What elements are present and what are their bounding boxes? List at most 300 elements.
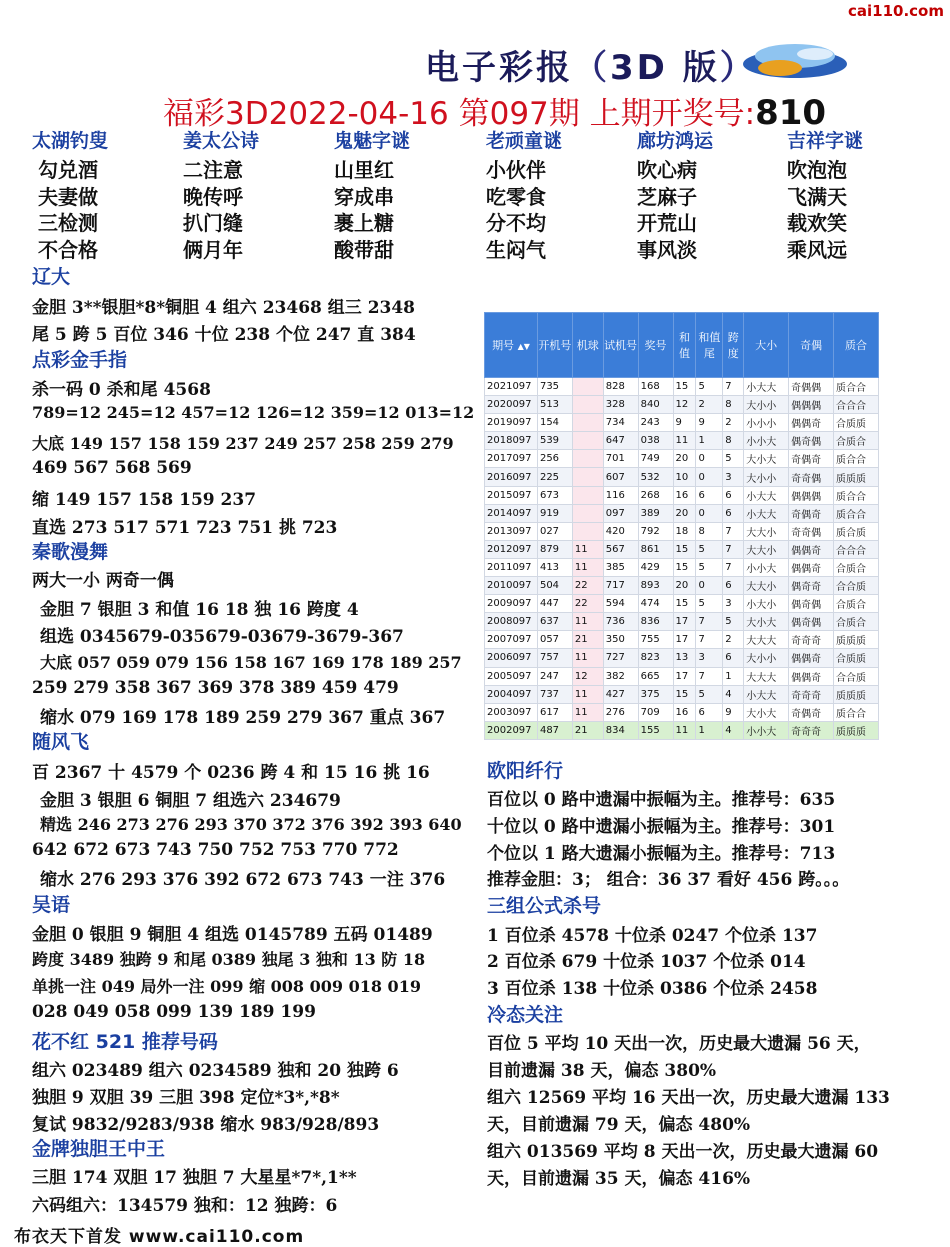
section-line: 精选 246 273 276 293 370 372 376 392 393 640 [40, 815, 462, 834]
table-cell: 2017097 [485, 450, 538, 468]
table-cell: 3 [723, 468, 744, 486]
table-cell: 11 [572, 613, 603, 631]
column-header-label: 期号 [492, 339, 515, 352]
section-line: 组六 12569 平均 16 天出一次，历史最大遗漏 133 [487, 1088, 890, 1108]
table-cell: 755 [638, 631, 673, 649]
table-cell: 2009097 [485, 595, 538, 613]
table-cell: 6 [696, 703, 723, 721]
section-title: 三组公式杀号 [487, 895, 602, 917]
table-row [485, 595, 879, 613]
table-cell: 2 [723, 414, 744, 432]
riddle-column [637, 126, 777, 260]
riddle-column [183, 126, 323, 260]
table-cell: 17 [673, 613, 696, 631]
table-cell: 小大大 [744, 504, 789, 522]
section-title: 秦歌漫舞 [32, 541, 109, 563]
table-cell: 2015097 [485, 486, 538, 504]
section-title: 金牌独胆王中王 [32, 1138, 166, 1160]
table-cell: 15 [673, 685, 696, 703]
table-cell: 3 [696, 649, 723, 667]
section-line: 缩 149 157 158 159 237 [32, 490, 257, 510]
table-row [485, 613, 879, 631]
section-line: 组六 013569 平均 8 天出一次，历史最大遗漏 60 [487, 1142, 879, 1162]
riddle-author: 姜太公诗 [183, 130, 260, 152]
table-cell: 小大大 [744, 685, 789, 703]
table-cell: 15 [673, 558, 696, 576]
site-watermark: cai110.com [848, 2, 944, 20]
section-line: 469 567 568 569 [32, 458, 192, 478]
table-cell: 828 [603, 378, 638, 396]
table-header-row [485, 313, 879, 378]
table-cell: 大小小 [744, 468, 789, 486]
riddle-line: 生闷气 [486, 237, 546, 262]
table-cell: 4 [723, 721, 744, 739]
table-cell: 0 [696, 450, 723, 468]
table-row [485, 703, 879, 721]
table-cell: 质合合 [834, 703, 879, 721]
table-cell: 小小小 [744, 414, 789, 432]
section-title: 欧阳纤行 [487, 760, 564, 782]
table-cell: 735 [537, 378, 572, 396]
table-cell: 21 [572, 631, 603, 649]
table-cell: 097 [603, 504, 638, 522]
section-line: 789=12 245=12 457=12 126=12 359=12 013=12 [32, 403, 475, 422]
table-cell: 0 [696, 504, 723, 522]
table-cell: 合合质 [834, 577, 879, 595]
table-cell: 709 [638, 703, 673, 721]
table-cell: 893 [638, 577, 673, 595]
table-cell: 7 [696, 613, 723, 631]
table-row [485, 414, 879, 432]
table-cell [572, 432, 603, 450]
table-cell: 328 [603, 396, 638, 414]
table-cell: 质合合 [834, 450, 879, 468]
column-header: 奖号 [638, 313, 673, 378]
section-line: 金胆 3**银胆*8*铜胆 4 组六 23468 组三 2348 [32, 298, 416, 318]
table-cell: 合质合 [834, 558, 879, 576]
table-cell: 2018097 [485, 432, 538, 450]
table-cell: 861 [638, 540, 673, 558]
riddle-column [32, 126, 172, 260]
section-line: 十位以 0 路中遗漏小振幅为主。推荐号：301 [487, 817, 836, 837]
table-cell: 11 [572, 558, 603, 576]
table-cell: 243 [638, 414, 673, 432]
section-line: 百 2367 十 4579 个 0236 跨 4 和 15 16 挑 16 [32, 763, 430, 783]
table-cell [572, 450, 603, 468]
table-cell: 2 [696, 396, 723, 414]
table-cell: 9 [696, 414, 723, 432]
table-cell: 6 [723, 504, 744, 522]
table-cell: 1 [723, 667, 744, 685]
table-cell: 9 [673, 414, 696, 432]
table-cell: 823 [638, 649, 673, 667]
table-cell: 7 [696, 631, 723, 649]
table-cell: 小小大 [744, 558, 789, 576]
riddle-line: 小伙伴 [486, 158, 546, 182]
table-cell: 5 [723, 613, 744, 631]
column-header: 大小 [744, 313, 789, 378]
table-cell: 8 [723, 432, 744, 450]
table-cell: 11 [572, 649, 603, 667]
riddle-line: 晚传呼 [183, 184, 243, 209]
riddle-line: 事风淡 [637, 237, 697, 262]
riddle-line: 开荒山 [637, 211, 697, 235]
table-cell: 大小小 [744, 396, 789, 414]
headline-text: 福彩3D2022-04-16 第097期 上期开奖号: [163, 96, 756, 132]
table-cell: 奇偶奇 [789, 504, 834, 522]
table-cell: 737 [537, 685, 572, 703]
riddle-line: 吹泡泡 [787, 158, 847, 182]
table-cell: 质质质 [834, 468, 879, 486]
section-line: 缩水 276 293 376 392 672 673 743 一注 376 [40, 870, 446, 890]
riddle-author: 吉祥字谜 [787, 130, 864, 152]
section-line: 推荐金胆：3； 组合：36 37 看好 456 跨。。。 [487, 870, 850, 890]
table-cell: 027 [537, 522, 572, 540]
table-cell: 质质质 [834, 631, 879, 649]
table-cell: 2004097 [485, 685, 538, 703]
section-line: 028 049 058 099 139 189 199 [32, 1002, 316, 1022]
section-title: 花不红 521 推荐号码 [32, 1031, 218, 1053]
table-cell: 10 [673, 468, 696, 486]
section-line: 2 百位杀 679 十位杀 1037 个位杀 014 [487, 952, 806, 972]
riddle-column [334, 126, 474, 260]
section-line: 两大一小 两奇一偶 [32, 571, 174, 591]
table-cell: 15 [673, 540, 696, 558]
riddle-author: 鬼魅字谜 [334, 130, 411, 152]
table-cell: 合质合 [834, 595, 879, 613]
column-header: 机球 [572, 313, 603, 378]
section-line: 天，目前遗漏 35 天，偏态 416% [487, 1169, 751, 1189]
table-cell [572, 486, 603, 504]
table-row [485, 486, 879, 504]
table-cell: 474 [638, 595, 673, 613]
table-cell: 749 [638, 450, 673, 468]
table-cell: 大大小 [744, 540, 789, 558]
table-cell: 大小大 [744, 613, 789, 631]
title-edition: 3D 版 [610, 48, 720, 88]
table-cell: 168 [638, 378, 673, 396]
table-cell: 7 [723, 522, 744, 540]
newspaper-title [425, 40, 757, 89]
table-cell: 2008097 [485, 613, 538, 631]
section-line: 六码组六：134579 独和：12 独跨：6 [32, 1196, 338, 1216]
table-cell: 大小小 [744, 649, 789, 667]
table-cell: 11 [572, 703, 603, 721]
table-cell: 6 [723, 649, 744, 667]
table-cell: 2019097 [485, 414, 538, 432]
table-cell: 2014097 [485, 504, 538, 522]
table-row [485, 540, 879, 558]
sort-icon: ▲▼ [517, 342, 530, 351]
table-cell: 20 [673, 504, 696, 522]
table-cell: 734 [603, 414, 638, 432]
section-line: 缩水 079 169 178 189 259 279 367 重点 367 [40, 708, 446, 728]
table-cell: 7 [723, 540, 744, 558]
table-cell: 840 [638, 396, 673, 414]
table-cell: 6 [723, 577, 744, 595]
table-cell: 奇偶偶 [789, 378, 834, 396]
table-cell: 20 [673, 577, 696, 595]
riddle-author: 廊坊鸿运 [637, 130, 714, 152]
table-cell: 385 [603, 558, 638, 576]
riddle-column [486, 126, 626, 260]
table-cell: 奇奇奇 [789, 721, 834, 739]
table-cell: 偶偶奇 [789, 414, 834, 432]
table-cell: 奇奇奇 [789, 631, 834, 649]
table-cell [572, 414, 603, 432]
table-row [485, 631, 879, 649]
table-cell: 2 [723, 631, 744, 649]
table-cell: 617 [537, 703, 572, 721]
table-cell: 1 [696, 721, 723, 739]
section-line: 跨度 3489 独跨 9 和尾 0389 独尾 3 独和 13 防 18 [32, 950, 426, 969]
table-cell: 偶奇奇 [789, 577, 834, 595]
history-table [484, 312, 879, 740]
table-cell: 8 [696, 522, 723, 540]
table-cell: 2012097 [485, 540, 538, 558]
table-cell: 2006097 [485, 649, 538, 667]
section-title: 随风飞 [32, 731, 90, 753]
table-cell: 038 [638, 432, 673, 450]
table-cell: 5 [696, 685, 723, 703]
table-cell: 420 [603, 522, 638, 540]
riddle-line: 裹上糖 [334, 211, 394, 235]
table-cell: 奇奇偶 [789, 468, 834, 486]
column-header: 和值尾 [696, 313, 723, 378]
riddle-line: 山里红 [334, 158, 394, 182]
table-cell: 17 [673, 667, 696, 685]
table-cell: 532 [638, 468, 673, 486]
table-cell [572, 468, 603, 486]
table-cell: 2013097 [485, 522, 538, 540]
table-row [485, 432, 879, 450]
riddle-column [787, 126, 927, 260]
section-line: 天，目前遗漏 79 天，偏态 480% [487, 1115, 751, 1135]
table-cell: 偶偶奇 [789, 540, 834, 558]
table-cell: 偶偶偶 [789, 486, 834, 504]
table-cell: 11 [673, 432, 696, 450]
table-cell: 427 [603, 685, 638, 703]
table-cell: 375 [638, 685, 673, 703]
section-line: 642 672 673 743 750 752 753 770 772 [32, 840, 399, 860]
table-cell: 21 [572, 721, 603, 739]
table-cell: 665 [638, 667, 673, 685]
table-cell: 879 [537, 540, 572, 558]
table-row [485, 558, 879, 576]
table-cell: 合质合 [834, 613, 879, 631]
table-cell: 13 [673, 649, 696, 667]
table-cell: 5 [696, 540, 723, 558]
section-line: 大底 149 157 158 159 237 249 257 258 259 279 [32, 434, 454, 453]
table-cell: 0 [696, 468, 723, 486]
riddle-line: 扒门缝 [183, 211, 243, 235]
table-cell: 小小大 [744, 432, 789, 450]
table-cell: 质合合 [834, 378, 879, 396]
riddle-line: 俩月年 [183, 237, 243, 262]
table-row [485, 378, 879, 396]
footer-credit: 布衣天下首发 www.cai110.com [14, 1227, 305, 1247]
column-header: 跨度 [723, 313, 744, 378]
table-cell: 2002097 [485, 721, 538, 739]
column-header: 奇偶 [789, 313, 834, 378]
table-cell: 奇奇偶 [789, 522, 834, 540]
table-cell: 2003097 [485, 703, 538, 721]
table-cell: 268 [638, 486, 673, 504]
table-cell: 429 [638, 558, 673, 576]
table-cell: 奇偶奇 [789, 703, 834, 721]
section-line: 单挑一注 049 局外一注 099 缩 008 009 018 019 [32, 977, 421, 996]
table-cell: 2011097 [485, 558, 538, 576]
table-cell: 22 [572, 577, 603, 595]
table-cell: 大大大 [744, 667, 789, 685]
table-cell: 701 [603, 450, 638, 468]
table-cell: 2016097 [485, 468, 538, 486]
table-cell: 偶奇偶 [789, 613, 834, 631]
table-cell: 247 [537, 667, 572, 685]
table-cell: 大大大 [744, 631, 789, 649]
section-line: 个位以 1 路大遗漏小振幅为主。推荐号：713 [487, 844, 836, 864]
table-cell: 16 [673, 703, 696, 721]
title-paren-close: ） [719, 48, 757, 88]
table-row [485, 504, 879, 522]
table-cell: 合质合 [834, 432, 879, 450]
table-cell: 偶奇偶 [789, 432, 834, 450]
table-cell: 18 [673, 522, 696, 540]
section-line: 金胆 3 银胆 6 铜胆 7 组选六 234679 [40, 791, 341, 811]
table-cell: 673 [537, 486, 572, 504]
table-cell: 小大大 [744, 486, 789, 504]
table-cell: 11 [572, 685, 603, 703]
section-line: 金胆 7 银胆 3 和值 16 18 独 16 跨度 4 [40, 600, 359, 620]
table-row [485, 667, 879, 685]
column-header: 试机号 [603, 313, 638, 378]
table-cell: 5 [696, 378, 723, 396]
section-line: 三胆 174 双胆 17 独胆 7 大星星*7*,1** [32, 1168, 357, 1188]
table-cell: 539 [537, 432, 572, 450]
table-cell: 382 [603, 667, 638, 685]
table-cell: 大大小 [744, 577, 789, 595]
table-row [485, 522, 879, 540]
table-row [485, 685, 879, 703]
riddle-line: 载欢笑 [787, 211, 847, 235]
table-cell: 2010097 [485, 577, 538, 595]
section-line: 杀一码 0 杀和尾 4568 [32, 380, 211, 400]
table-cell: 567 [603, 540, 638, 558]
section-title: 冷态关注 [487, 1004, 564, 1026]
table-cell: 质合合 [834, 486, 879, 504]
table-cell: 919 [537, 504, 572, 522]
table-cell: 偶偶奇 [789, 667, 834, 685]
table-cell: 11 [673, 721, 696, 739]
table-cell: 2005097 [485, 667, 538, 685]
table-cell: 717 [603, 577, 638, 595]
riddle-author: 太湖钓叟 [32, 130, 109, 152]
table-cell: 413 [537, 558, 572, 576]
table-cell: 504 [537, 577, 572, 595]
table-cell: 447 [537, 595, 572, 613]
last-draw-number: 810 [755, 93, 827, 133]
table-cell: 594 [603, 595, 638, 613]
table-cell: 大小大 [744, 703, 789, 721]
table-cell: 637 [537, 613, 572, 631]
riddle-author: 老顽童谜 [486, 130, 563, 152]
table-cell: 合合质 [834, 667, 879, 685]
table-cell: 合合合 [834, 396, 879, 414]
riddle-line: 勾兑酒 [38, 158, 98, 182]
table-cell: 7 [696, 667, 723, 685]
table-cell: 7 [723, 558, 744, 576]
table-cell: 2007097 [485, 631, 538, 649]
riddle-line: 不合格 [38, 237, 98, 262]
table-cell: 小小大 [744, 721, 789, 739]
riddle-line: 乘风远 [787, 237, 847, 262]
title-paren-open: （ [573, 48, 610, 88]
section-line: 1 百位杀 4578 十位杀 0247 个位杀 137 [487, 926, 818, 946]
section-line: 259 279 358 367 369 378 389 459 479 [32, 678, 399, 698]
table-row [485, 649, 879, 667]
table-cell: 736 [603, 613, 638, 631]
table-cell: 276 [603, 703, 638, 721]
table-cell: 20 [673, 450, 696, 468]
table-cell: 16 [673, 486, 696, 504]
table-row [485, 450, 879, 468]
table-cell: 9 [723, 703, 744, 721]
table-cell: 5 [696, 558, 723, 576]
section-line: 百位以 0 路中遗漏中振幅为主。推荐号：635 [487, 790, 836, 810]
table-cell: 质合合 [834, 504, 879, 522]
table-cell: 小大大 [744, 378, 789, 396]
table-cell: 大小大 [744, 450, 789, 468]
table-cell: 15 [673, 378, 696, 396]
table-cell: 487 [537, 721, 572, 739]
table-cell [572, 396, 603, 414]
table-cell: 偶偶奇 [789, 649, 834, 667]
table-cell: 607 [603, 468, 638, 486]
riddle-line: 夫妻做 [38, 184, 98, 209]
table-cell: 225 [537, 468, 572, 486]
section-line: 大底 057 059 079 156 158 167 169 178 189 257 [40, 653, 462, 672]
table-cell: 116 [603, 486, 638, 504]
table-cell: 647 [603, 432, 638, 450]
table-cell: 合质质 [834, 414, 879, 432]
table-cell: 小大小 [744, 595, 789, 613]
section-line: 复试 9832/9283/938 缩水 983/928/893 [32, 1115, 380, 1135]
table-cell: 6 [723, 486, 744, 504]
table-cell: 15 [673, 595, 696, 613]
table-cell: 偶偶偶 [789, 396, 834, 414]
table-cell: 2020097 [485, 396, 538, 414]
riddle-line: 二注意 [183, 158, 243, 182]
table-cell: 757 [537, 649, 572, 667]
column-header: 和值 [673, 313, 696, 378]
table-cell: 6 [696, 486, 723, 504]
table-cell: 偶奇偶 [789, 595, 834, 613]
section-title: 辽大 [32, 266, 71, 288]
table-cell: 质质质 [834, 721, 879, 739]
table-row [485, 577, 879, 595]
table-cell: 154 [537, 414, 572, 432]
table-cell [572, 522, 603, 540]
table-cell: 0 [696, 577, 723, 595]
riddle-line: 吃零食 [486, 184, 546, 209]
table-cell: 22 [572, 595, 603, 613]
table-cell: 偶偶奇 [789, 558, 834, 576]
table-cell: 质质质 [834, 685, 879, 703]
table-cell: 513 [537, 396, 572, 414]
table-cell: 12 [673, 396, 696, 414]
table-cell: 057 [537, 631, 572, 649]
riddle-line: 三检测 [38, 211, 98, 235]
